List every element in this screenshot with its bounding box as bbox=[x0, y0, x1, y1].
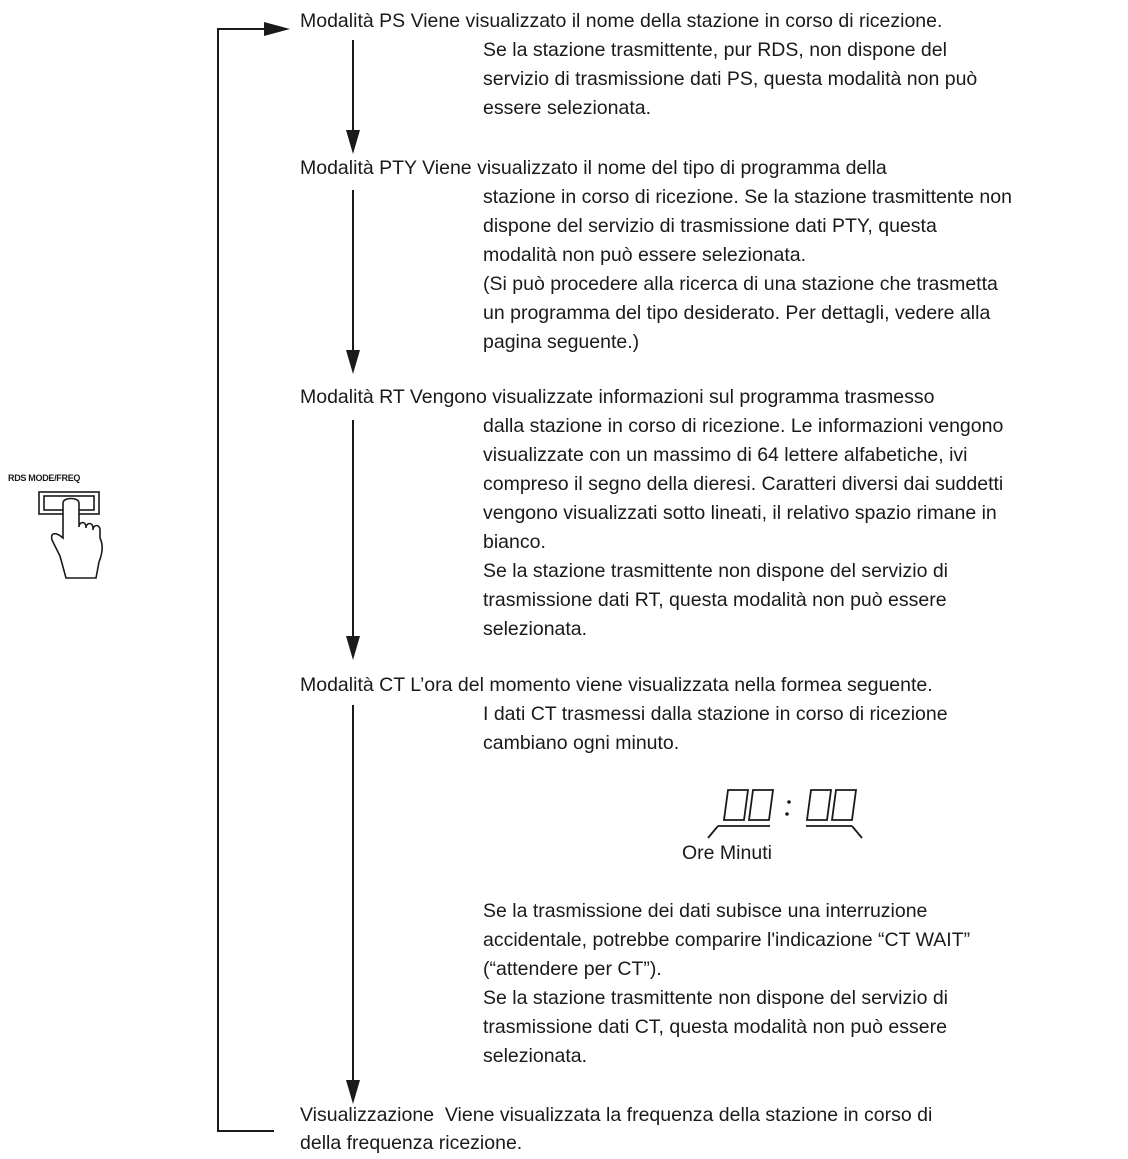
text-line: dispone del servizio di trasmissione dati PTY, questa bbox=[483, 215, 937, 237]
text-line: accidentale, potrebbe comparire l'indicazione “CT WAIT” bbox=[483, 929, 971, 951]
text-line: bianco. bbox=[483, 531, 546, 553]
text-line: Se la stazione trasmittente non dispone del servizio di bbox=[483, 560, 949, 582]
mode-rt-body bbox=[483, 412, 1003, 644]
mode-description-first: Vengono visualizzate informazioni sul programma trasmesso bbox=[409, 386, 935, 408]
arrowhead-down bbox=[346, 350, 360, 374]
mode-title: Modalità CT bbox=[300, 674, 405, 696]
text-line: (Si può procedere alla ricerca di una stazione che trasmetta bbox=[483, 273, 998, 295]
mode-ct-body-after bbox=[483, 897, 970, 1071]
text-line: Se la trasmissione dei dati subisce una interruzione bbox=[483, 900, 928, 922]
text-line: trasmissione dati CT, questa modalità non può essere bbox=[483, 1016, 947, 1038]
text-line: pagina seguente.) bbox=[483, 331, 640, 353]
mode-description-first: Viene visualizzato il nome della stazione in corso di ricezione. bbox=[410, 10, 943, 32]
mode-pty-body bbox=[483, 183, 1012, 357]
arrowhead-right bbox=[264, 22, 290, 36]
mode-description-first: Viene visualizzato il nome del tipo di programma della bbox=[422, 157, 887, 179]
mode-rt-header bbox=[300, 383, 934, 412]
mode-ct-header bbox=[300, 671, 933, 700]
text-line: un programma del tipo desiderato. Per dettagli, vedere alla bbox=[483, 302, 991, 324]
text-line: essere selezionata. bbox=[483, 97, 652, 119]
text-line: dalla stazione in corso di ricezione. Le informazioni vengono bbox=[483, 415, 1004, 437]
mode-ps-header bbox=[300, 7, 942, 36]
ct-display-caption: Ore Minuti bbox=[682, 842, 772, 864]
mode-ps-body bbox=[483, 36, 977, 123]
rds-mode-freq-button-label: RDS MODE/FREQ bbox=[8, 473, 81, 483]
mode-freq-second-line: della frequenza ricezione. bbox=[300, 1132, 523, 1154]
loop-return-line bbox=[218, 29, 274, 1131]
mode-title: Visualizzazione bbox=[300, 1104, 435, 1126]
text-line: cambiano ogni minuto. bbox=[483, 732, 680, 754]
text-line: Se la stazione trasmittente, pur RDS, non dispone del bbox=[483, 39, 947, 61]
text-line: Se la stazione trasmittente non dispone del servizio di bbox=[483, 987, 949, 1009]
mode-description-first: L’ora del momento viene visualizzata nella formea seguente. bbox=[410, 674, 933, 696]
text-line: servizio di trasmissione dati PS, questa modalità non può bbox=[483, 68, 978, 90]
text-line: selezionata. bbox=[483, 1045, 588, 1067]
mode-pty-header bbox=[300, 154, 887, 183]
text-line: visualizzate con un massimo di 64 lettere alfabetiche, ivi bbox=[483, 444, 968, 466]
finger-press-button-icon bbox=[39, 492, 102, 578]
mode-title: Modalità RT bbox=[300, 386, 405, 408]
text-line: compreso il segno della dieresi. Caratteri diversi dai suddetti bbox=[483, 473, 1004, 495]
text-line: selezionata. bbox=[483, 618, 588, 640]
arrowhead-down bbox=[346, 636, 360, 660]
text-line: stazione in corso di ricezione. Se la stazione trasmittente non bbox=[483, 186, 1012, 208]
text-line: (“attendere per CT”). bbox=[483, 958, 662, 980]
mode-title: Modalità PTY bbox=[300, 157, 417, 179]
mode-freq-header bbox=[300, 1101, 932, 1130]
mode-description-first: Viene visualizzata la frequenza della stazione in corso di bbox=[444, 1104, 933, 1126]
mode-ct-body bbox=[483, 700, 948, 758]
text-line: vengono visualizzati sotto lineati, il relativo spazio rimane in bbox=[483, 502, 997, 524]
mode-title: Modalità PS bbox=[300, 10, 406, 32]
ct-clock-display bbox=[708, 790, 862, 838]
text-line: modalità non può essere selezionata. bbox=[483, 244, 807, 266]
text-line: I dati CT trasmessi dalla stazione in corso di ricezione bbox=[483, 703, 948, 725]
text-line: trasmissione dati RT, questa modalità non può essere bbox=[483, 589, 947, 611]
arrowhead-down bbox=[346, 130, 360, 154]
